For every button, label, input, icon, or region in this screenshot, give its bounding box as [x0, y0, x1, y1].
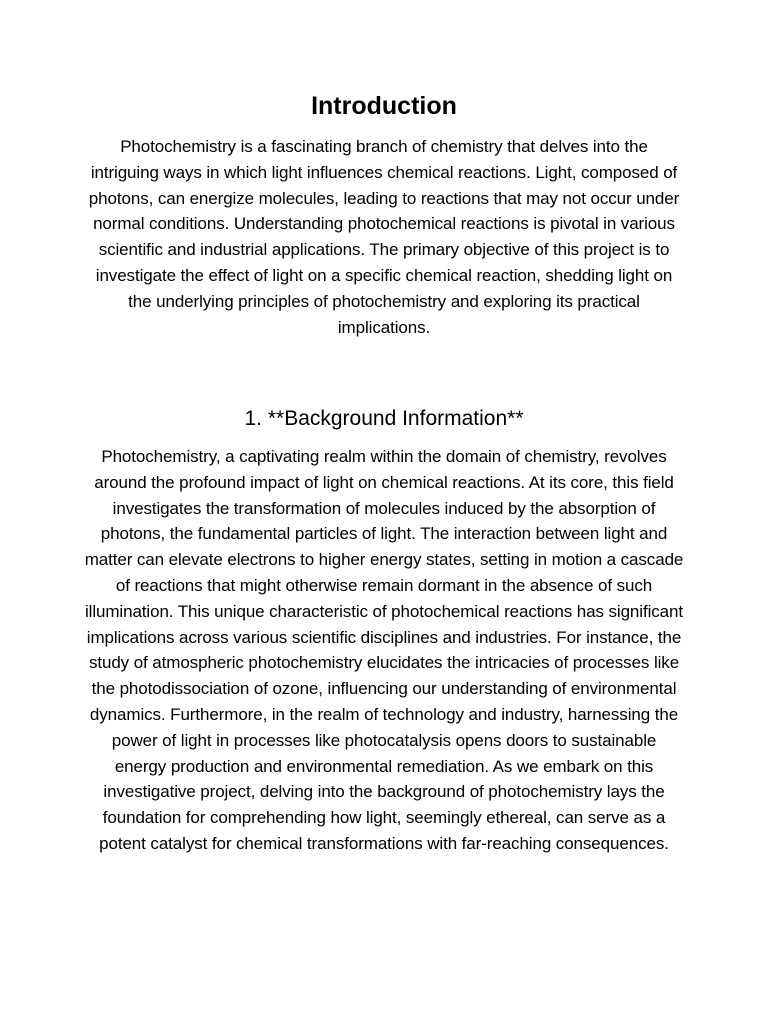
introduction-paragraph: Photochemistry is a fascinating branch of chemistry that delves into the intriguing ways in which light influences chemical reactions. Light, composed of photons, can energize molecules, leading to reactions that may not occur under normal conditions. Understanding photochemical reactions is pivotal in various scientific and industrial applications. The primary objective of this project is to investigate the effect of light on a specific chemical reaction, shedding light on the underlying principles of photochemistry and exploring its practical implications. — [88, 137, 680, 337]
background-heading: 1. **Background Information** — [244, 407, 524, 430]
background-paragraph: Photochemistry, a captivating realm within the domain of chemistry, revolves around the profound impact of light on chemical reactions. At its core, this field investigates the transformation of molecules induced by the absorption of photons, the fundamental particles of light. The interaction between light and matter can elevate electrons to higher energy states, setting in motion a cascade of reactions that might otherwise remain dormant in the absence of such illumination. This unique characteristic of photochemical reactions has significant implications across various scientific disciplines and industries. For instance, the study of atmospheric photochemistry elucidates the intricacies of processes like the photodissociation of ozone, influencing our understanding of environmental dynamics. Furthermore, in the realm of technology and industry, harnessing the power of light in processes like photocatalysis opens doors to sustainable energy production and environmental remediation. As we embark on this investigative project, delving into the background of photochemistry lays the foundation for comprehending how light, seemingly ethereal, can serve as a potent catalyst for chemical transformations with far-reaching consequences. — [84, 447, 684, 853]
introduction-heading: Introduction — [311, 92, 457, 120]
